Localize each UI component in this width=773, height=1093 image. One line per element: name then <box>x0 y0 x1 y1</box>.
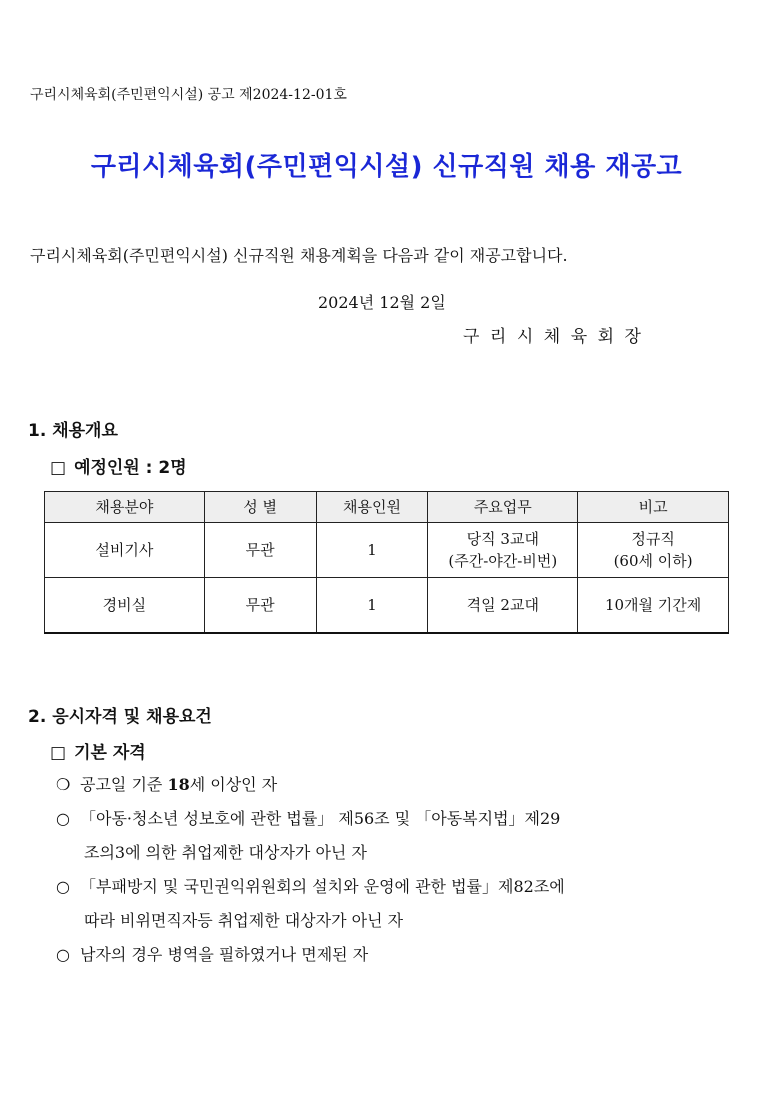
cell-gender: 무관 <box>204 578 316 634</box>
table-header-row <box>45 492 729 523</box>
table-row <box>45 523 729 578</box>
cell-gender: 무관 <box>204 523 316 578</box>
column-header-gender: 성 별 <box>204 492 316 523</box>
section-1-subheading <box>50 453 187 478</box>
list-item <box>56 806 560 829</box>
subheading-text: 예정인원 : 2명 <box>74 458 187 478</box>
item-text: 「부패방지 및 국민권익위원회의 설치와 운영에 관한 법률」제82조에 <box>80 877 565 896</box>
item-text: 남자의 경우 병역을 필하였거나 면제된 자 <box>80 945 369 964</box>
table-row <box>45 578 729 634</box>
item-text: 공고일 기준 <box>80 775 168 794</box>
list-item-continuation: 조의3에 의한 취업제한 대상자가 아닌 자 <box>84 843 367 862</box>
duty-line-1: 당직 3교대 <box>466 530 539 548</box>
checkbox-square-icon: □ <box>50 458 67 478</box>
item-age: 18 <box>167 775 190 794</box>
cell-count: 1 <box>316 523 428 578</box>
announcement-date: 2024년 12월 2일 <box>318 293 446 312</box>
duty-line-2: (주간-야간-비번) <box>448 552 558 570</box>
section-2-heading: 2. 응시자격 및 채용요건 <box>28 707 212 727</box>
cell-note <box>578 523 729 578</box>
page-title: 구리시체육회(주민편익시설) 신규직원 채용 재공고 <box>90 152 683 182</box>
list-item <box>56 942 368 965</box>
circle-bullet-icon: ❍ <box>56 775 71 794</box>
list-item <box>56 874 565 897</box>
cell-count: 1 <box>316 578 428 634</box>
column-header-field: 채용분야 <box>45 492 205 523</box>
column-header-count: 채용인원 <box>316 492 428 523</box>
list-item <box>56 772 277 795</box>
item-text: 「아동·청소년 성보호에 관한 법률」 제56조 및 「아동복지법」제29 <box>80 809 561 828</box>
circle-bullet-icon: ○ <box>56 945 70 964</box>
checkbox-square-icon: □ <box>50 743 67 763</box>
item-text-tail: 세 이상인 자 <box>189 775 278 794</box>
intro-text: 구리시체육회(주민편익시설) 신규직원 채용계획을 다음과 같이 재공고합니다. <box>30 246 568 265</box>
subheading-text: 기본 자격 <box>74 743 146 763</box>
cell-note: 10개월 기간제 <box>578 578 729 634</box>
notice-number: 구리시체육회(주민편익시설) 공고 제2024-12-01호 <box>30 87 347 103</box>
column-header-note: 비고 <box>578 492 729 523</box>
recruitment-table <box>44 491 729 634</box>
note-line-1: 정규직 <box>631 530 675 548</box>
cell-field: 설비기사 <box>45 523 205 578</box>
section-2-subheading <box>50 738 146 763</box>
circle-bullet-icon: ○ <box>56 809 70 828</box>
list-item-continuation: 따라 비위면직자등 취업제한 대상자가 아닌 자 <box>84 911 404 930</box>
column-header-duty: 주요업무 <box>428 492 578 523</box>
circle-bullet-icon: ○ <box>56 877 70 896</box>
issuer-name: 구리시체육회장 <box>463 327 652 347</box>
cell-duty: 격일 2교대 <box>428 578 578 634</box>
note-line-2: (60세 이하) <box>613 552 693 570</box>
section-1-heading: 1. 채용개요 <box>28 421 118 441</box>
cell-field: 경비실 <box>45 578 205 634</box>
cell-duty <box>428 523 578 578</box>
